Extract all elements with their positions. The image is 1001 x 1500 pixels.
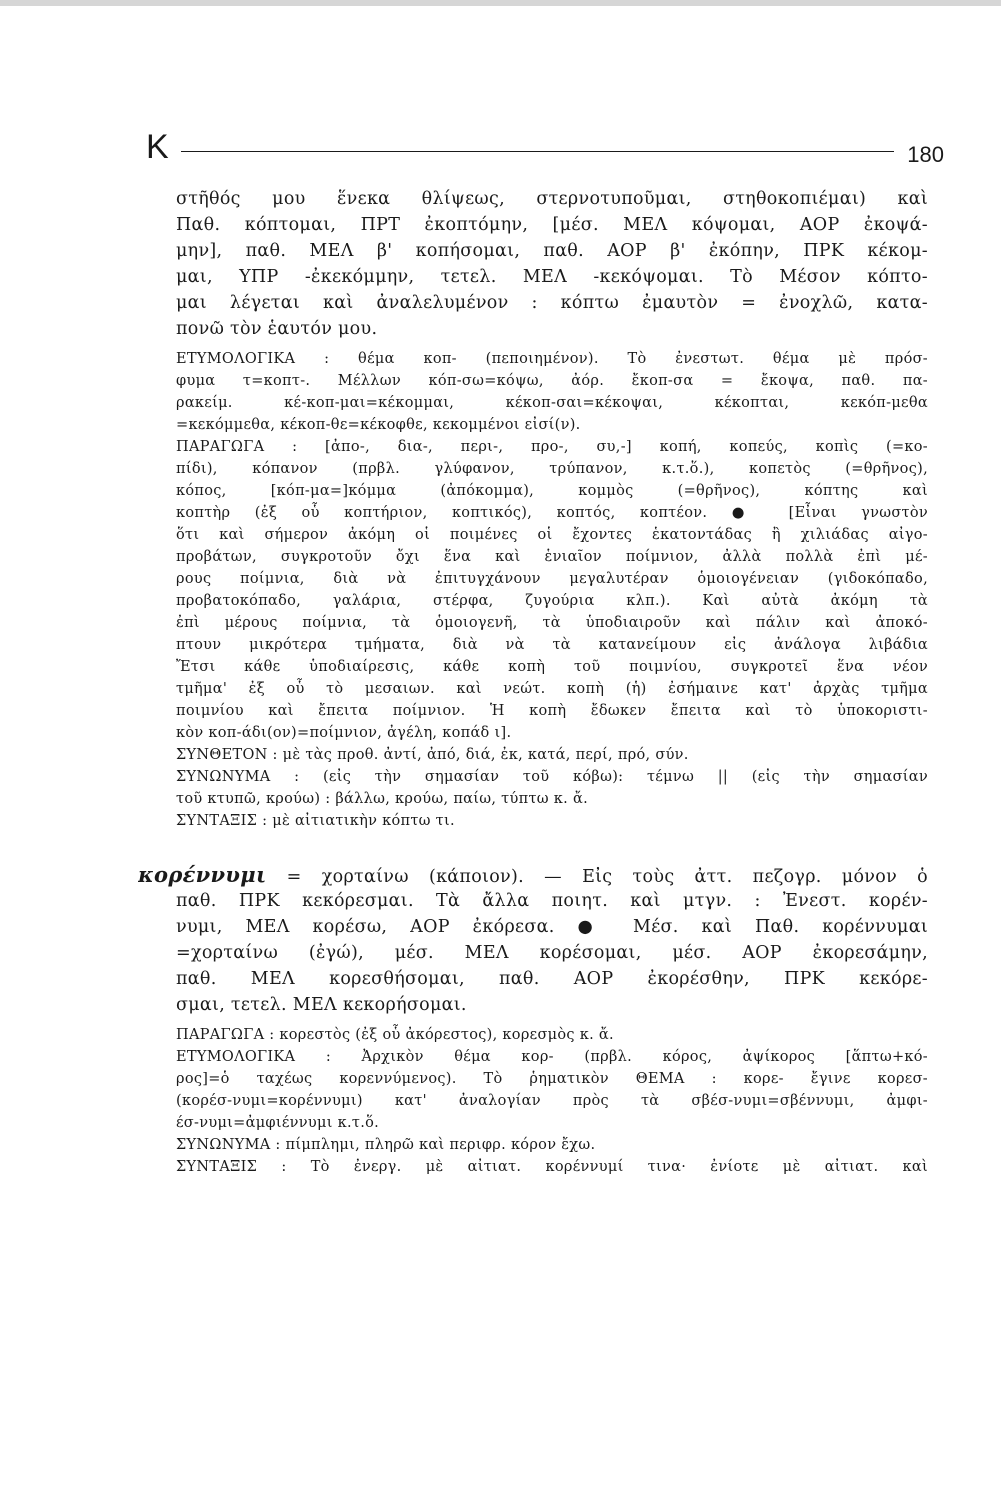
- derivatives-line: πίδι), κόπανον (πρβλ. γλύφανον, τρύπανον, κ.τ.ὅ.), κοπετὸς (=θρῆνος),: [176, 461, 928, 477]
- etymology-line: =κεκόμμεθα, κέκοπ-θε=κέκοφθε, κεκομμένοι εἰσί(ν).: [176, 417, 581, 433]
- page-top-edge: [0, 0, 1001, 6]
- etymology-line: (κορέσ-νυμι=κορέννυμι) κατ' ἀναλογίαν πρὸς τὰ σβέσ-νυμι=σβέννυμι, ἀμφι-: [176, 1093, 928, 1109]
- derivatives-line: ΠΑΡΑΓΩΓΑ : κορεστὸς (ἐξ οὗ ἀκόρεστος), κορεσμὸς κ. ἄ.: [176, 1027, 614, 1043]
- etymology-line: ρακείμ. κέ-κοπ-μαι=κέκομμαι, κέκοπ-σαι=κέκοψαι, κέκοπται, κεκόπ-μεθα: [176, 395, 928, 411]
- syntax-line: ΣΥΝΤΑΞΙΣ : μὲ αἰτιατικὴν κόπτω τι.: [176, 813, 455, 829]
- derivatives-line: προβάτων, συγκροτοῦν ὄχι ἕνα καὶ ἑνιαῖον ποίμνιον, ἀλλὰ πολλὰ ἐπὶ μέ-: [176, 549, 928, 565]
- synonyms-line: ΣΥΝΩΝΥΜΑ : πίμπλημι, πληρῶ καὶ περιφρ. κόρον ἔχω.: [176, 1137, 596, 1153]
- derivatives-line: ὅτι καὶ σήμερον ἀκόμη οἱ ποιμένες οἱ ἔχοντες ἑκατοντάδας ἢ χιλιάδας αἰγο-: [176, 527, 928, 543]
- compound-line: ΣΥΝΘΕΤΟΝ : μὲ τὰς προθ. ἀντί, ἀπό, διά, ἐκ, κατά, περί, πρό, σύν.: [176, 747, 689, 763]
- entry-korennymi: [0, 862, 1001, 1178]
- header-rule: [181, 151, 894, 152]
- entry-line: μαι λέγεται καὶ ἀναλελυμένον : κόπτω ἐμαυτὸν = ἐνοχλῶ, κατα-: [176, 293, 928, 313]
- derivatives-line: προβατοκόπαδο, γαλάρια, στέρφα, ζυγούρια κλπ.). Καὶ αὐτὰ ἀκόμη τὰ: [176, 593, 928, 609]
- page-number: 180: [907, 142, 944, 167]
- entry-line: νυμι, ΜΕΛ κορέσω, ΑΟΡ ἐκόρεσα. ● Μέσ. καὶ Παθ. κορέννυμαι: [176, 917, 928, 937]
- derivatives-line: κόπος, [κόπ-μα=]κόμμα (ἀπόκομμα), κομμὸς (=θρῆνος), κόπτης καὶ: [176, 483, 928, 499]
- entry-line: παθ. ΠΡΚ κεκόρεσμαι. Τὰ ἄλλα ποιητ. καὶ μτγν. : Ἐνεστ. κορέν-: [176, 891, 928, 911]
- page-header: [0, 128, 1001, 178]
- derivatives-line: ρους ποίμνια, διὰ νὰ ἐπιτυγχάνουν μεγαλυτέραν ὁμοιογένειαν (γιδοκόπαδο,: [176, 571, 928, 587]
- derivatives-line: ποιμνίου καὶ ἔπειτα ποίμνιον. Ἡ κοπὴ ἔδωκεν ἔπειτα καὶ τὸ ὑποκοριστι-: [176, 703, 928, 719]
- entry-line: Παθ. κόπτομαι, ΠΡΤ ἐκοπτόμην, [μέσ. ΜΕΛ κόψομαι, ΑΟΡ ἐκοψά-: [176, 215, 928, 235]
- entry-koptw: [0, 186, 1001, 832]
- synonyms-line: ΣΥΝΩΝΥΜΑ : (εἰς τὴν σημασίαν τοῦ κόβω): τέμνω || (εἰς τὴν σημασίαν: [176, 769, 928, 785]
- derivatives-line: κὸν κοπ-άδι(ον)=ποίμνιον, ἀγέλη, κοπάδ ι].: [176, 725, 512, 741]
- syntax-line: ΣΥΝΤΑΞΙΣ : Τὸ ἐνεργ. μὲ αἰτιατ. κορέννυμί τινα· ἐνίοτε μὲ αἰτιατ. καὶ: [176, 1159, 928, 1175]
- entry-line: στῆθός μου ἕνεκα θλίψεως, στερνοτυποῦμαι, στηθοκοπιέμαι) καὶ: [176, 189, 928, 209]
- derivatives-line: πτουν μικρότερα τμήματα, διὰ νὰ τὰ κατανείμουν εἰς ἀνάλογα λιβάδια: [176, 637, 928, 653]
- entry-line: μην], παθ. ΜΕΛ β' κοπήσομαι, παθ. ΑΟΡ β' ἐκόπην, ΠΡΚ κέκομ-: [176, 241, 928, 261]
- derivatives-line: ἐπὶ μέρους ποίμνια, τὰ ὁμοιογενῆ, τὰ ὑποδιαιροῦν καὶ πάλιν καὶ ἀποκό-: [176, 615, 928, 631]
- etymology-line: έσ-νυμι=ἀμφιέννυμι κ.τ.ὅ.: [176, 1115, 380, 1131]
- etymology-line: ρος]=ὁ ταχέως κορεννύμενος). Τὸ ῥηματικὸν ΘΕΜΑ : κορε- ἔγινε κορεσ-: [176, 1071, 928, 1087]
- entry-line: μαι, ΥΠΡ -ἐκεκόμμην, τετελ. ΜΕΛ -κεκόψομαι. Τὸ Μέσον κόπτο-: [176, 267, 928, 287]
- derivatives-line: Ἔτσι κάθε ὑποδιαίρεσις, κάθε κοπὴ τοῦ ποιμνίου, συγκροτεῖ ἕνα νέον: [176, 659, 928, 675]
- derivatives-line: ΠΑΡΑΓΩΓΑ : [ἀπο-, δια-, περι-, προ-, συ,-] κοπή, κοπεύς, κοπὶς (=κο-: [176, 439, 928, 455]
- synonyms-line: τοῦ κτυπῶ, κρούω) : βάλλω, κρούω, παίω, τύπτω κ. ἄ.: [176, 791, 588, 807]
- derivatives-line: τμῆμα' ἐξ οὗ τὸ μεσαιων. καὶ νεώτ. κοπὴ (ἡ) ἐσήμαινε κατ' ἀρχὰς τμῆμα: [176, 681, 928, 697]
- entry-first-line: [138, 862, 928, 888]
- headword: κορέννυμι: [138, 862, 267, 887]
- page-body: [0, 186, 1001, 1178]
- entry-line: =χορταίνω (ἐγώ), μέσ. ΜΕΛ κορέσομαι, μέσ. ΑΟΡ ἐκορεσάμην,: [176, 943, 928, 963]
- entry-line: παθ. ΜΕΛ κορεσθήσομαι, παθ. ΑΟΡ ἐκορέσθην, ΠΡΚ κεκόρε-: [176, 969, 928, 989]
- etymology-line: ΕΤΥΜΟΛΟΓΙΚΑ : θέμα κοπ- (πεποιημένον). Τὸ ἐνεστωτ. θέμα μὲ πρόσ-: [176, 351, 928, 367]
- entry-line: πονῶ τὸν ἑαυτόν μου.: [176, 319, 378, 339]
- etymology-line: φυμα τ=κοπτ-. Μέλλων κόπ-σω=κόψω, ἀόρ. ἔκοπ-σα = ἔκοψα, παθ. πα-: [176, 373, 928, 389]
- derivatives-line: κοπτὴρ (ἐξ οὗ κοπτήριον, κοπτικός), κοπτός, κοπτέον. ● [Εἶναι γνωστὸν: [176, 505, 928, 521]
- etymology-line: ΕΤΥΜΟΛΟΓΙΚΑ : Ἀρχικὸν θέμα κορ- (πρβλ. κόρος, ἀψίκορος [ἅπτω+κό-: [176, 1049, 928, 1065]
- section-letter: Κ: [146, 128, 169, 166]
- headword-definition: = χορταίνω (κάποιον). — Εἰς τοὺς ἀττ. πεζογρ. μόνον ὁ: [286, 867, 928, 887]
- entry-line: σμαι, τετελ. ΜΕΛ κεκορήσομαι.: [176, 995, 467, 1015]
